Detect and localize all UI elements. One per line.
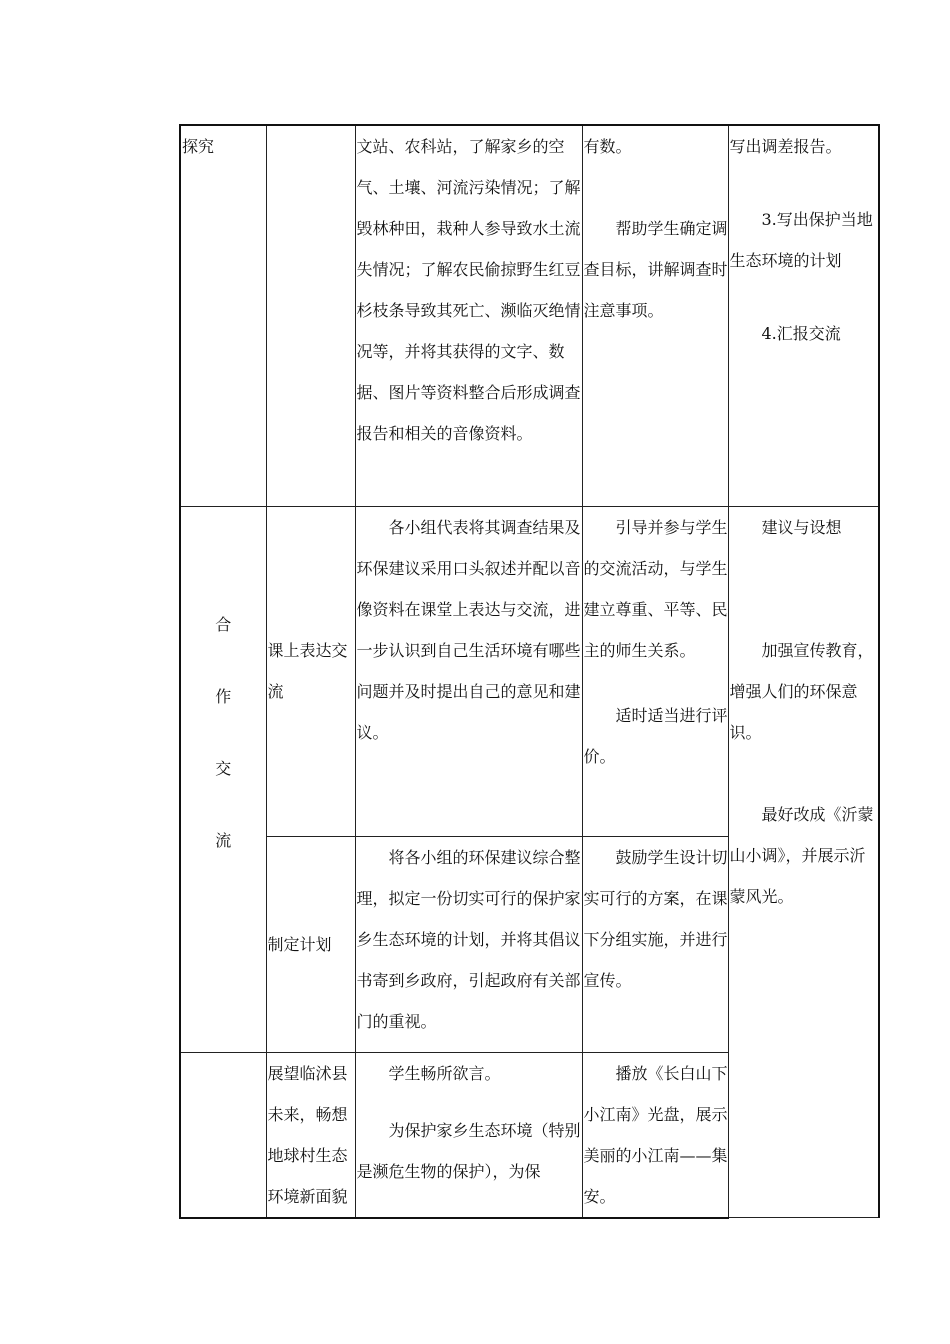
teacher-line: 帮助学生确定调查目标，讲解调查时注意事项。 <box>583 219 728 320</box>
design-line: 4.汇报交流 <box>761 324 841 343</box>
activity-label: 制定计划 <box>267 934 332 954</box>
suggestions-heading: 建议与设想 <box>761 517 842 537</box>
activity-cell-plan <box>266 836 355 1052</box>
design-line: 写出调差报告。 <box>729 137 842 156</box>
teacher-activity-text: 适时适当进行评价。 <box>583 705 728 766</box>
activity-label: 课上表达交流 <box>267 641 348 701</box>
student-activity-text: 各小组代表将其调查结果及环保建议采用口头叙述并配以音像资料在课堂上表达与交流，进一步认识到自己生活环境有哪些问题并及时提出自己的意见和建议。 <box>356 517 581 742</box>
teacher-line-blank <box>583 167 728 208</box>
teacher-cell-class <box>582 506 728 836</box>
stage-label-explore: 探究 <box>182 137 215 156</box>
teacher-activity-text: 播放《长白山下小江南》光盘，展示美丽的小江南——集安。 <box>583 1063 728 1206</box>
activity-cell-explore <box>266 125 355 506</box>
design-cell-explore <box>728 125 879 506</box>
student-cell-future <box>355 1052 582 1218</box>
lesson-plan-table <box>179 124 880 1219</box>
student-cell-explore <box>355 125 582 506</box>
student-activity-text: 为保护家乡生态环境（特别是濒危生物的保护），为保 <box>356 1120 581 1181</box>
table-row-explore <box>180 125 879 506</box>
teacher-cell-plan <box>582 836 728 1052</box>
student-activity-text: 学生畅所欲言。 <box>388 1063 501 1083</box>
student-cell-plan <box>355 836 582 1052</box>
student-cell-class <box>355 506 582 836</box>
suggestion-text: 加强宣传教育，增强人们的环保意识。 <box>729 640 874 742</box>
stage-cell-coop <box>180 506 266 1052</box>
student-activity-text: 文站、农科站，了解家乡的空气、土壤、河流污染情况；了解毁林种田，栽种人参导致水土流失情况；了解农民偷掠野生红豆杉枝条导致其死亡、濒临灭绝情况等，并将其获得的文字、数据、图片等资料整合后形成调查报告和相关的音像资料。 <box>356 137 581 443</box>
suggestion-text: 最好改成《沂蒙山小调》，并展示沂蒙风光。 <box>729 804 874 906</box>
teacher-activity-text: 引导并参与学生的交流活动，与学生建立尊重、平等、民主的师生关系。 <box>583 517 728 660</box>
table-row-class-exchange <box>180 506 879 836</box>
teacher-line: 有数。 <box>583 137 632 156</box>
student-activity-text: 将各小组的环保建议综合整理，拟定一份切实可行的保护家乡生态环境的计划，并将其倡议书寄到乡政府，引起政府有关部门的重视。 <box>356 847 581 1031</box>
design-cell-suggestions <box>728 506 879 1218</box>
stage-cell-explore <box>180 125 266 506</box>
stage-label-coop: 合 作 交 流 <box>215 614 232 850</box>
stage-cell-empty <box>180 1052 266 1218</box>
activity-cell-class <box>266 506 355 836</box>
teacher-cell-explore <box>582 125 728 506</box>
activity-label: 展望临沭县未来，畅想地球村生态环境新面貌 <box>267 1063 348 1206</box>
design-line: 3.写出保护当地生态环境的计划 <box>729 210 873 270</box>
activity-cell-future <box>266 1052 355 1218</box>
teacher-activity-text: 鼓励学生设计切实可行的方案，在课下分组实施，并进行宣传。 <box>583 847 728 990</box>
teacher-cell-future <box>582 1052 728 1218</box>
